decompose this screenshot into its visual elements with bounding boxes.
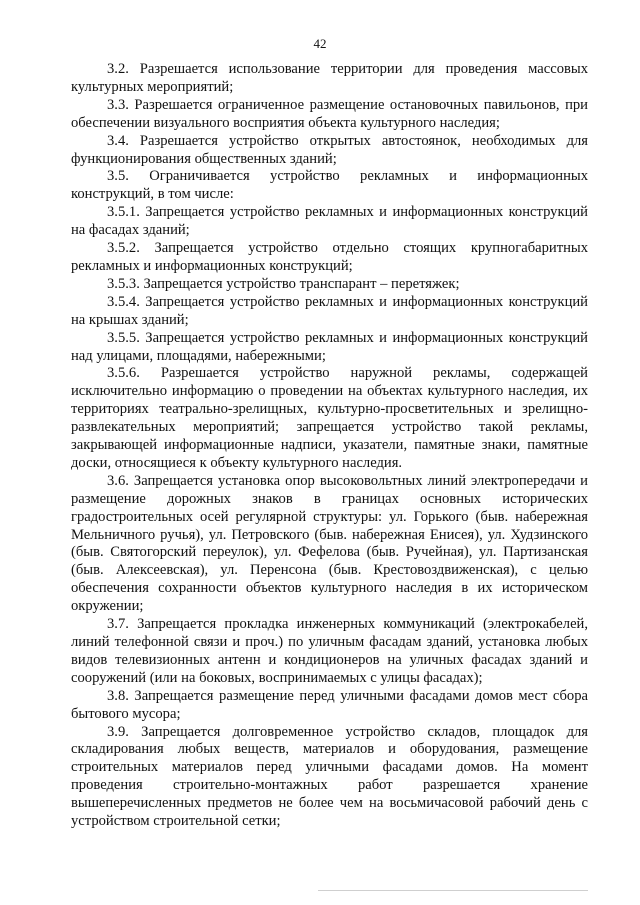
clause-3-6: 3.6. Запрещается установка опор высоковольтных линий электропередачи и размещение дорожных знаков в границах основных исторических градостроительных осей регулярной структуры: ул. Горького (быв. набережная Мельничного ручья), ул. Петровского (быв. набережная Енисея), ул. Худзинского (быв. Святогорский переулок), ул. Фефелова (быв. Ручейная), ул. Партизанская (быв. Алексеевская), ул. Перенсона (быв. Крестовоздвиженская), с целью обеспечения сохранности объектов культурного наследия в их историческом окружении;	[71, 472, 588, 615]
clause-3-5-6: 3.5.6. Разрешается устройство наружной рекламы, содержащей исключительно информацию о проведении на объектах культурного наследия, их территориях театрально-зрелищных, культурно-просветительных и зрелищно-развлекательных мероприятий; запрещается устройство такой рекламы, закрывающей информационные надписи, указатели, памятные знаки, памятные доски, относящиеся к объекту культурного наследия.	[71, 365, 588, 471]
clause-3-9: 3.9. Запрещается долговременное устройство складов, площадок для складирования любых веществ, материалов и оборудования, размещение строительных материалов перед уличными фасадами домов. На момент проведения строительно-монтажных работ разрешается хранение вышеперечисленных предметов не более чем на восьмичасовой рабочий день с устройством строительной сетки;	[71, 723, 588, 830]
clause-3-5-4: 3.5.4. Запрещается устройство рекламных и информационных конструкций на крышах зданий;	[71, 293, 588, 328]
clause-3-5-1: 3.5.1. Запрещается устройство рекламных и информационных конструкций на фасадах зданий;	[71, 204, 588, 239]
clause-3-4: 3.4. Разрешается устройство открытых автостоянок, необходимых для функционирования общественных зданий;	[71, 132, 588, 167]
document-body	[71, 61, 588, 831]
clause-3-7: 3.7. Запрещается прокладка инженерных коммуникаций (электрокабелей, линий телефонной связи и проч.) по уличным фасадам зданий, установка любых видов телевизионных антенн и кондиционеров на уличных фасадах зданий и сооружений (или на боковых, воспринимаемых с улицы фасадах);	[71, 616, 588, 686]
clause-3-3: 3.3. Разрешается ограниченное размещение остановочных павильонов, при обеспечении визуального восприятия объекта культурного наследия;	[71, 96, 588, 131]
bottom-divider	[318, 890, 588, 891]
clause-3-5-2: 3.5.2. Запрещается устройство отдельно стоящих крупногабаритных рекламных и информационных конструкций;	[71, 240, 588, 274]
clause-3-5: 3.5. Ограничивается устройство рекламных и информационных конструкций, в том числе:	[71, 168, 588, 203]
clause-3-8: 3.8. Запрещается размещение перед уличными фасадами домов мест сбора бытового мусора;	[71, 687, 588, 722]
clause-3-5-3: 3.5.3. Запрещается устройство транспарант – перетяжек;	[107, 275, 460, 292]
page-number: 42	[313, 36, 327, 51]
clause-3-2: 3.2. Разрешается использование территории для проведения массовых культурных мероприятий;	[71, 61, 588, 95]
clause-3-5-5: 3.5.5. Запрещается устройство рекламных и информационных конструкций над улицами, площадями, набережными;	[71, 329, 588, 364]
